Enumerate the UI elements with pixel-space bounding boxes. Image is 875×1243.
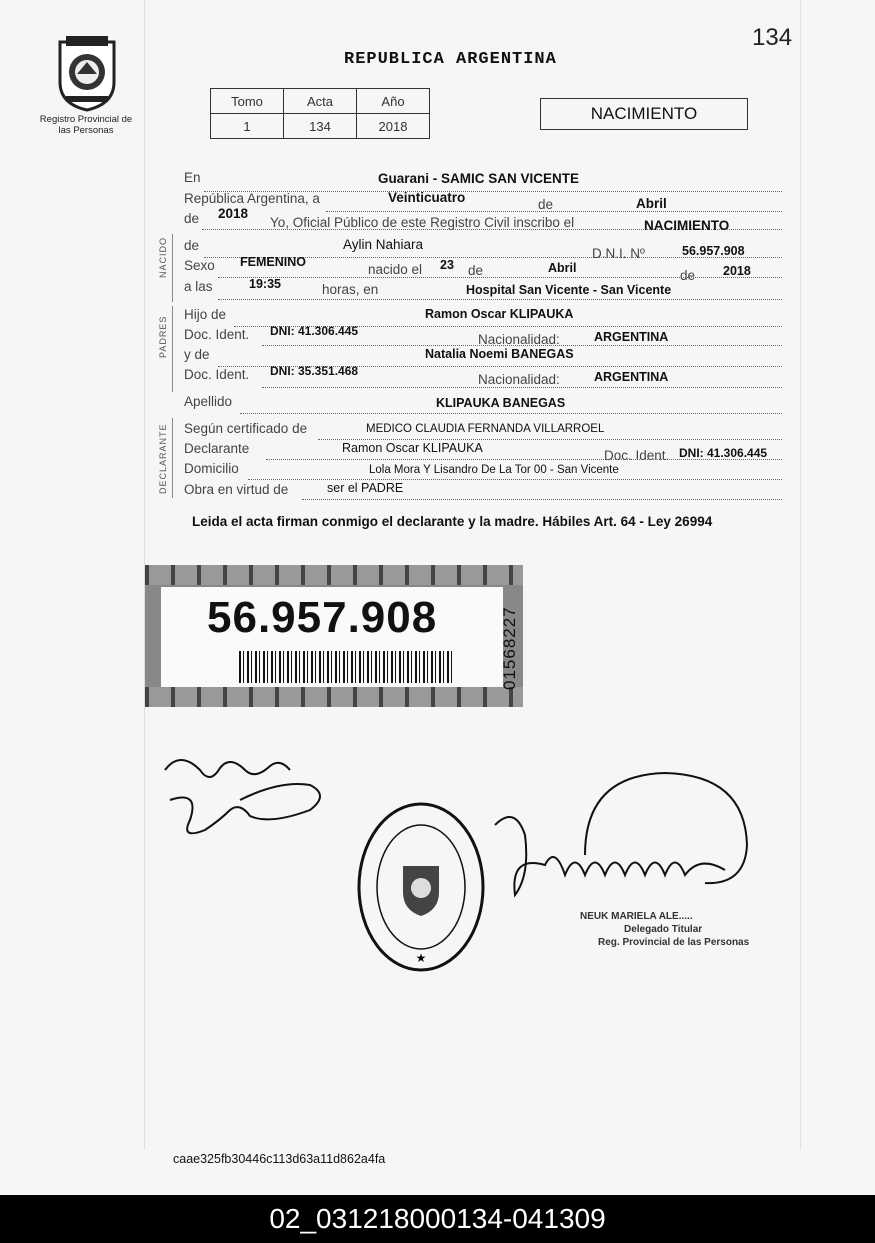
stamp-vertical-code: 01568227 [500,606,519,690]
value-lugar-nac: Hospital San Vicente - San Vicente [466,283,672,297]
value-nac-mes: Abril [548,261,577,275]
value-hora: 19:35 [249,277,281,291]
value-madre: Natalia Noemi BANEGAS [425,347,574,361]
value-dia: Veinticuatro [388,190,466,205]
provincial-seal-icon [52,32,122,112]
right-signature-icon [485,765,755,925]
label-en: En [184,170,201,185]
dni-stamp [145,565,523,707]
section-label-declarante: DECLARANTE [158,423,168,494]
value-nac-dia: 23 [440,258,454,272]
dotted-line [266,458,782,460]
label-dni: D.N.I. Nº [592,246,645,261]
signer-office: Reg. Provincial de las Personas [598,937,750,948]
section-label-nacido: NACIDO [158,236,168,278]
label-y-de: y de [184,347,210,362]
registry-seal-icon [355,800,487,974]
value-padre: Ramon Oscar KLIPAUKA [425,307,574,321]
page-number: 134 [752,24,793,51]
left-signature-icon [160,740,330,850]
value-anio: 2018 [218,206,249,221]
dotted-line [318,438,782,440]
label-yo-oficial: Yo, Oficial Público de este Registro Civil inscribo el [270,215,575,230]
value-sexo: FEMENINO [240,255,306,269]
register-value-row [211,114,430,139]
label-a-las: a las [184,279,213,294]
page-edge-right [800,0,801,1150]
label-de-anio2: de [680,268,696,283]
value-certificado: MEDICO CLAUDIA FERNANDA VILLARROEL [366,423,605,435]
signer-title: Delegado Titular [624,924,703,935]
dotted-line [218,298,782,300]
signer-name: NEUK MARIELA ALE..... [580,911,693,922]
section-divider [172,306,173,392]
closing-note: Leida el acta firman conmigo el declarante y la madre. Hábiles Art. 64 - Ley 26994 [192,514,713,529]
stamp-pattern-band [145,687,523,707]
register-header-cell: Año [357,89,430,114]
dotted-line [326,210,782,212]
register-header-cell: Acta [284,89,357,114]
dotted-line [218,276,782,278]
register-value-cell: 2018 [357,114,430,139]
stamp-dni-number: 56.957.908 [207,593,438,642]
value-domicilio: Lola Mora Y Lisandro De La Tor 00 - San Vicente [369,464,619,476]
label-domicilio: Domicilio [184,461,239,476]
value-declarante: Ramon Oscar KLIPAUKA [342,441,483,455]
value-padre-nac: ARGENTINA [594,330,669,344]
label-nacido-el: nacido el [368,262,423,277]
register-header-row [211,89,430,114]
logo-caption: Registro Provincial de las Personas [39,114,133,136]
label-de-anio: de [184,211,200,226]
label-doc-madre: Doc. Ident. [184,367,250,382]
label-segun-cert: Según certificado de [184,421,308,436]
document-hash: caae325fb30446c113d63a11d862a4fa [173,1152,386,1166]
value-obra: ser el PADRE [327,481,404,495]
value-madre-dni: DNI: 35.351.468 [270,364,359,378]
country-title: REPUBLICA ARGENTINA [344,50,557,69]
label-horas-en: horas, en [322,282,379,297]
dotted-line [262,344,782,346]
register-header-cell: Tomo [211,89,284,114]
value-padre-dni: DNI: 41.306.445 [270,324,359,338]
label-doc-declarante: Doc. Ident. [604,448,670,463]
value-declarante-dni: DNI: 41.306.445 [679,446,768,460]
label-de: de [538,197,554,212]
dotted-line [248,478,782,480]
barcode-icon [239,651,455,683]
label-nac-padre: Nacionalidad: [478,332,560,347]
section-divider [172,234,173,302]
label-apellido: Apellido [184,394,233,409]
label-sexo: Sexo [184,258,215,273]
value-madre-nac: ARGENTINA [594,370,669,384]
value-mes: Abril [636,196,667,211]
register-value-cell: 134 [284,114,357,139]
signer-block [580,910,749,949]
label-hijo-de: Hijo de [184,307,227,322]
label-doc-padre: Doc. Ident. [184,327,250,342]
dotted-line [302,498,782,500]
label-republica: República Argentina, a [184,191,320,206]
section-label-padres: PADRES [158,315,168,358]
section-divider [172,418,173,498]
dotted-line [240,412,782,414]
svg-text:★: ★ [415,951,427,965]
stamp-pattern-band [145,565,523,585]
label-nac-madre: Nacionalidad: [478,372,560,387]
value-nac-anio: 2018 [723,264,751,278]
value-tipo: NACIMIENTO [644,218,730,233]
label-declarante: Declarante [184,441,250,456]
register-table [210,88,430,139]
register-value-cell: 1 [211,114,284,139]
value-lugar: Guarani - SAMIC SAN VICENTE [378,171,580,186]
footer-filename: 02_031218000134-041309 [0,1195,875,1243]
value-dni: 56.957.908 [682,244,745,258]
act-type-box: NACIMIENTO [540,98,748,130]
label-obra: Obra en virtud de [184,482,289,497]
value-nombre: Aylin Nahiara [343,237,424,252]
dotted-line [262,386,782,388]
label-de-nombre: de [184,238,200,253]
value-apellido: KLIPAUKA BANEGAS [436,396,566,410]
label-de-mes: de [468,263,484,278]
